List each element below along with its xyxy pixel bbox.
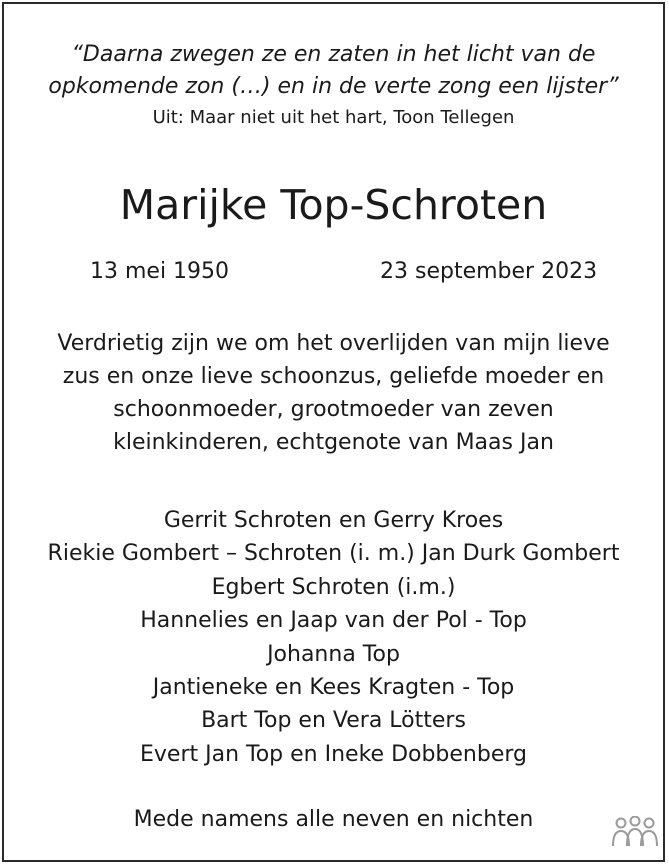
message-line-4: kleinkinderen, echtgenote van Maas Jan xyxy=(113,430,554,455)
relative-entry: Evert Jan Top en Ineke Dobbenberg xyxy=(140,741,527,767)
death-date: 23 september 2023 xyxy=(380,259,598,284)
relative-entry: Egbert Schroten (i.m.) xyxy=(211,574,456,600)
relative-entry: Bart Top en Vera Lötters xyxy=(201,708,466,734)
relative-entry: Johanna Top xyxy=(267,641,400,667)
message-line-2: zus en onze lieve schoonzus, geliefde moeder en xyxy=(62,364,605,389)
relative-entry: Hannelies en Jaap van der Pol - Top xyxy=(140,608,527,634)
message-line-3: schoonmoeder, grootmoeder van zeven xyxy=(113,397,554,422)
quote-source: Uit: Maar niet uit het hart, Toon Tellegen xyxy=(152,107,515,128)
message-line-1: Verdrietig zijn we om het overlijden van mijn lieve xyxy=(57,331,610,356)
relative-entry: Gerrit Schroten en Gerry Kroes xyxy=(163,508,504,533)
relative-entry: Riekie Gombert – Schroten (i. m.) Jan Durk Gombert xyxy=(47,541,620,567)
closing-line: Mede namens alle neven en nichten xyxy=(133,807,534,832)
relative-entry: Jantieneke en Kees Kragten - Top xyxy=(152,674,515,700)
family-icon xyxy=(610,816,660,852)
birth-date: 13 mei 1950 xyxy=(90,259,230,284)
obituary-card xyxy=(2,2,665,862)
relatives-list xyxy=(4,504,663,771)
quote-line-2: opkomende zon (…) en in de verte zong een lijster” xyxy=(48,74,619,99)
deceased-name: Marijke Top-Schroten xyxy=(119,181,548,229)
quote-line-1: “Daarna zwegen ze en zaten in het licht van de xyxy=(71,42,596,67)
